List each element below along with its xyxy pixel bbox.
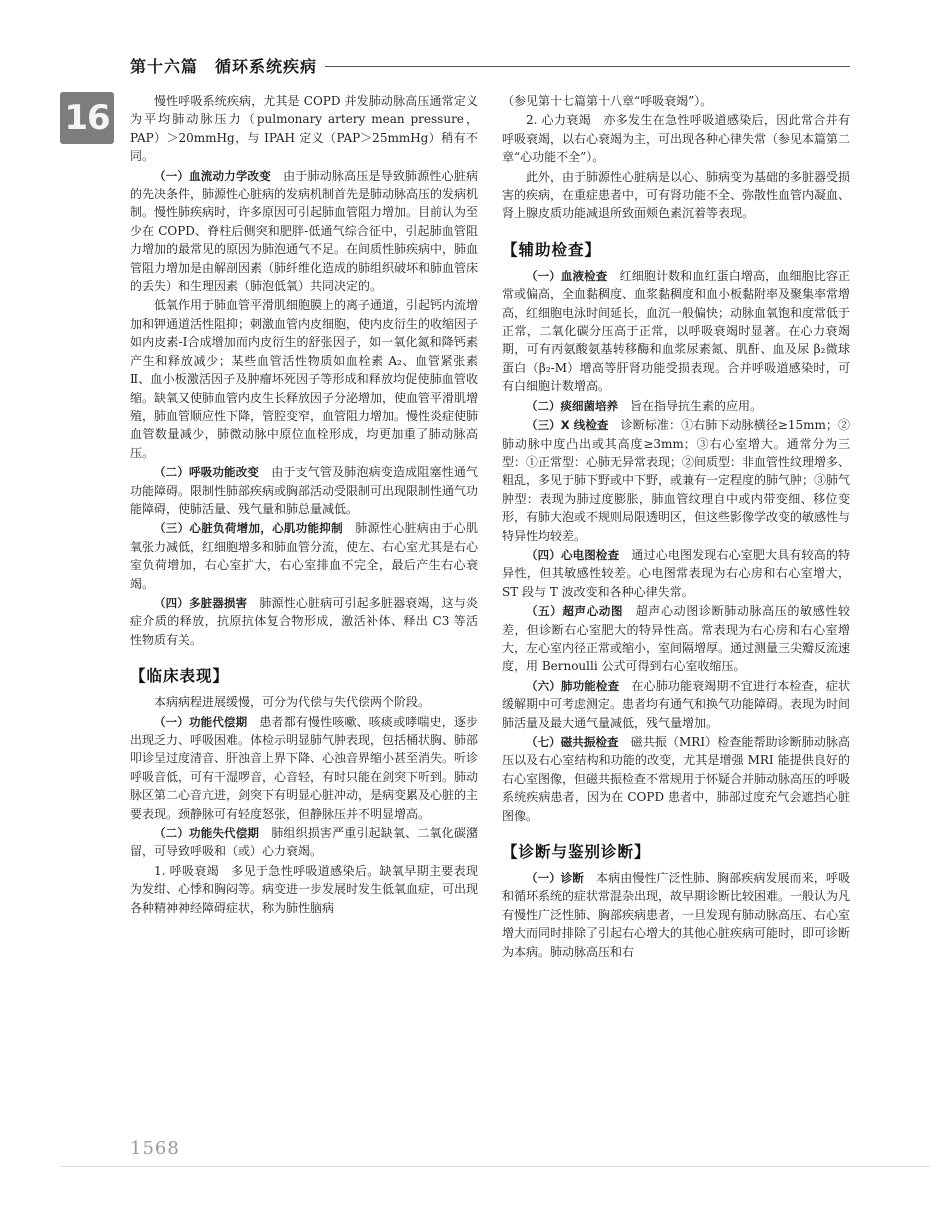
subheading: （六）肺功能检查 <box>526 678 620 693</box>
subheading: （三）心脏负荷增加，心肌功能抑制 <box>154 521 343 536</box>
paragraph <box>130 463 478 518</box>
right-column <box>502 92 850 962</box>
paragraph <box>130 713 478 823</box>
subheading: （二）痰细菌培养 <box>526 398 618 413</box>
paragraph <box>130 824 478 861</box>
paragraph-text: 患者都有慢性咳嗽、咳痰或哮喘史，逐步出现乏力、呼吸困难。体检示明显肺气肿表现，包括桶状胸、肺部叩诊呈过度清音、肝浊音上界下降、心浊音界缩小甚至消失。听诊呼吸音低，可有干湿啰音，心音轻，有时只能在剑突下听到。肺动脉区第二心音亢进，剑突下有明显心脏冲动，是病变累及心脏的主要表现。颈静脉可有轻度怒张，但静脉压并不明显增高。 <box>130 714 479 821</box>
paragraph-text: 旨在指导抗生素的应用。 <box>618 398 763 413</box>
section-heading-clinical: 【临床表现】 <box>130 667 230 686</box>
paragraph: 慢性呼吸系统疾病，尤其是 COPD 并发肺动脉高压通常定义为平均肺动脉压力（pulmonary artery mean pressure，PAP）＞20mmHg，与 IPAH 定义（PAP＞25mmHg）稍有不同。 <box>130 94 478 164</box>
paragraph <box>502 733 850 825</box>
paragraph: 低氧作用于肺血管平滑肌细胞膜上的离子通道，引起钙内流增加和钾通道活性阻抑；刺激血管内皮细胞，使内皮衍生的收缩因子如内皮素-Ⅰ合成增加而内皮衍生的舒张因子，如一氧化氮和降钙素产生和释放减少；某些血管活性物质如血栓素 A₂、血管紧张素Ⅱ、血小板激活因子及肿瘤坏死因子等形成和释放均促使肺血管收缩。缺氧又使肺血管内皮生长释放因子分泌增加，使血管平滑肌增殖，肺血管顺应性下降，管腔变窄，血管阻力增加。慢性炎症使肺血管数量减少，肺微动脉中原位血栓形成，均更加重了肺动脉高压。 <box>130 298 479 460</box>
paragraph-text: 由于支气管及肺泡病变造成阻塞性通气功能障碍。限制性肺部疾病或胸部活动受限制可出现限制性通气功能障碍，使肺活量、残气量和肺总量减低。 <box>130 465 479 516</box>
paragraph <box>502 602 850 676</box>
subheading: （四）心电图检查 <box>526 547 620 562</box>
subheading: （二）功能失代偿期 <box>154 826 260 841</box>
section-heading-auxiliary: 【辅助检查】 <box>502 240 602 259</box>
paragraph-text: 肺源性心脏病由于心肌氧张力减低，红细胞增多和肺血管分流，使左、右心室尤其是右心室负荷增加，右心室扩大，右心室排血不完全，最后产生右心衰竭。 <box>130 521 479 591</box>
subheading: （一）血液检查 <box>526 268 608 283</box>
header-title: 第十六篇 循环系统疾病 <box>130 57 318 76</box>
paragraph <box>502 416 850 545</box>
chapter-badge: 16 <box>60 92 114 144</box>
paragraph-text: 红细胞计数和血红蛋白增高，血细胞比容正常或偏高，全血黏稠度、血浆黏稠度和血小板黏附率及聚集率常增高，红细胞电泳时间延长，血沉一般偏快；动脉血氧饱和度常低于正常，二氧化碳分压高于正常，以呼吸衰竭时显著。在心力衰竭期，可有丙氨酸氨基转移酶和血浆尿素氮、肌酐、血及尿 β₂微球蛋白（β₂-M）增高等肝肾功能受损表现。合并呼吸道感染时，可有白细胞计数增高。 <box>502 268 851 394</box>
running-header <box>130 52 850 82</box>
paragraph <box>130 167 478 296</box>
subheading: （一）诊断 <box>526 871 584 886</box>
page-number: 1568 <box>130 1138 180 1159</box>
subheading: （五）超声心动图 <box>526 604 624 619</box>
section-heading-diagnosis: 【诊断与鉴别诊断】 <box>502 843 651 862</box>
paragraph-text: 肺组织损害严重引起缺氧、二氧化碳潴留，可导致呼吸和（或）心力衰竭。 <box>130 826 478 859</box>
paragraph-text: 超声心动图诊断肺动脉高压的敏感性较差，但诊断右心室肥大的特异性高。常表现为右心房和右心室增大，左心室内径正常或缩小，室间隔增厚。通过测量三尖瓣反流速度，用 Bernoulli 公式可得到右心室收缩压。 <box>502 604 851 674</box>
paragraph: 此外，由于肺源性心脏病是以心、肺病变为基础的多脏器受损害的疾病，在重症患者中，可有肾功能不全、弥散性血管内凝血、肾上腺皮质功能减退所致面颊色素沉着等表现。 <box>502 169 851 221</box>
subheading: （三）X 线检查 <box>526 418 609 433</box>
paragraph <box>130 519 478 593</box>
paragraph <box>502 677 850 732</box>
paragraph-text: 通过心电图发现右心室肥大具有较高的特异性，但其敏感性较差。心电图常表现为右心房和右心室增大，ST 段与 T 波改变和各种心律失常。 <box>502 547 850 599</box>
paragraph <box>502 267 850 396</box>
subheading: （一）血流动力学改变 <box>154 168 271 183</box>
header-rule <box>325 66 850 67</box>
paragraph: （参见第十七篇第十八章“呼吸衰竭”）。 <box>502 94 713 108</box>
subheading: （七）磁共振检查 <box>526 735 619 749</box>
paragraph: 2. 心力衰竭 亦多发生在急性呼吸道感染后，因此常合并有呼吸衰竭，以右心衰竭为主，可出现各种心律失常（参见本篇第二章“心功能不全”）。 <box>502 113 851 165</box>
paragraph: 本病病程进展缓慢，可分为代偿与失代偿两个阶段。 <box>154 695 431 710</box>
paragraph <box>502 397 850 415</box>
paragraph-text: 磁共振（MRI）检查能帮助诊断肺动脉高压以及右心室结构和功能的改变，尤其是增强 MRI 能提供良好的右心室图像，但磁共振检查不常规用于怀疑合并肺动脉高压的呼吸系统疾病患者，因为在 COPD 患者中，肺部过度充气会遮挡心脏图像。 <box>502 735 851 823</box>
paragraph <box>130 594 478 649</box>
footer-line <box>60 1166 930 1167</box>
paragraph-text: 由于肺动脉高压是导致肺源性心脏病的先决条件，肺源性心脏病的发病机制首先是肺动脉高压的发病机制。慢性肺疾病时，许多原因可引起肺血管阻力增加。目前认为至少在 COPD、脊柱后侧突和肥胖-低通气综合征中，引起肺血管阻力增加的最常见的原因为肺泡通气不足。在间质性肺疾病中，肺血管阻力增加是由解剖因素（肺纤维化造成的肺组织破坏和肺血管床的丢失）和生理因素（肺泡低氧）共同决定的。 <box>130 168 479 294</box>
paragraph-text: 肺源性心脏病可引起多脏器衰竭，这与炎症介质的释放，抗原抗体复合物形成，激活补体、释出 C3 等活性物质有关。 <box>130 595 478 647</box>
paragraph: 1. 呼吸衰竭 多见于急性呼吸道感染后。缺氧早期主要表现为发绀、心悸和胸闷等。病变进一步发展时发生低氧血症，可出现各种精神神经障碍症状，称为肺性脑病 <box>130 863 479 915</box>
paragraph-text: 诊断标准：①右肺下动脉横径≥15mm；②肺动脉中度凸出或其高度≥3mm；③右心室增大。通常分为三型：①正常型：心肺无异常表现；②间质型：非血管性纹理增多、粗乱，多见于肺下野或中下野，或兼有一定程度的肺气肿；③肺气肿型：表现为肺过度膨胀，肺血管纹理自中或内带变细、移位变形，有肺大泡或不规则局限透明区，但这些影像学改变的敏感性与特异性均较差。 <box>502 418 851 543</box>
paragraph <box>502 869 850 961</box>
left-column <box>130 92 478 918</box>
subheading: （二）呼吸功能改变 <box>154 465 260 480</box>
subheading: （一）功能代偿期 <box>154 714 248 729</box>
paragraph-text: 本病由慢性广泛性肺、胸部疾病发展而来，呼吸和循环系统的症状常混杂出现，故早期诊断比较困难。一般认为凡有慢性广泛性肺、胸部疾病患者，一旦发现有肺动脉高压、右心室增大而同时排除了引起右心增大的其他心脏疾病可能时，即可诊断为本病。肺动脉高压和右 <box>502 871 851 959</box>
paragraph-text: 在心肺功能衰竭期不宜进行本检查，症状缓解期中可考虑测定。患者均有通气和换气功能障碍。表现为时间肺活量及最大通气量减低，残气量增加。 <box>502 678 851 730</box>
subheading: （四）多脏器损害 <box>154 595 248 610</box>
paragraph <box>502 546 850 601</box>
